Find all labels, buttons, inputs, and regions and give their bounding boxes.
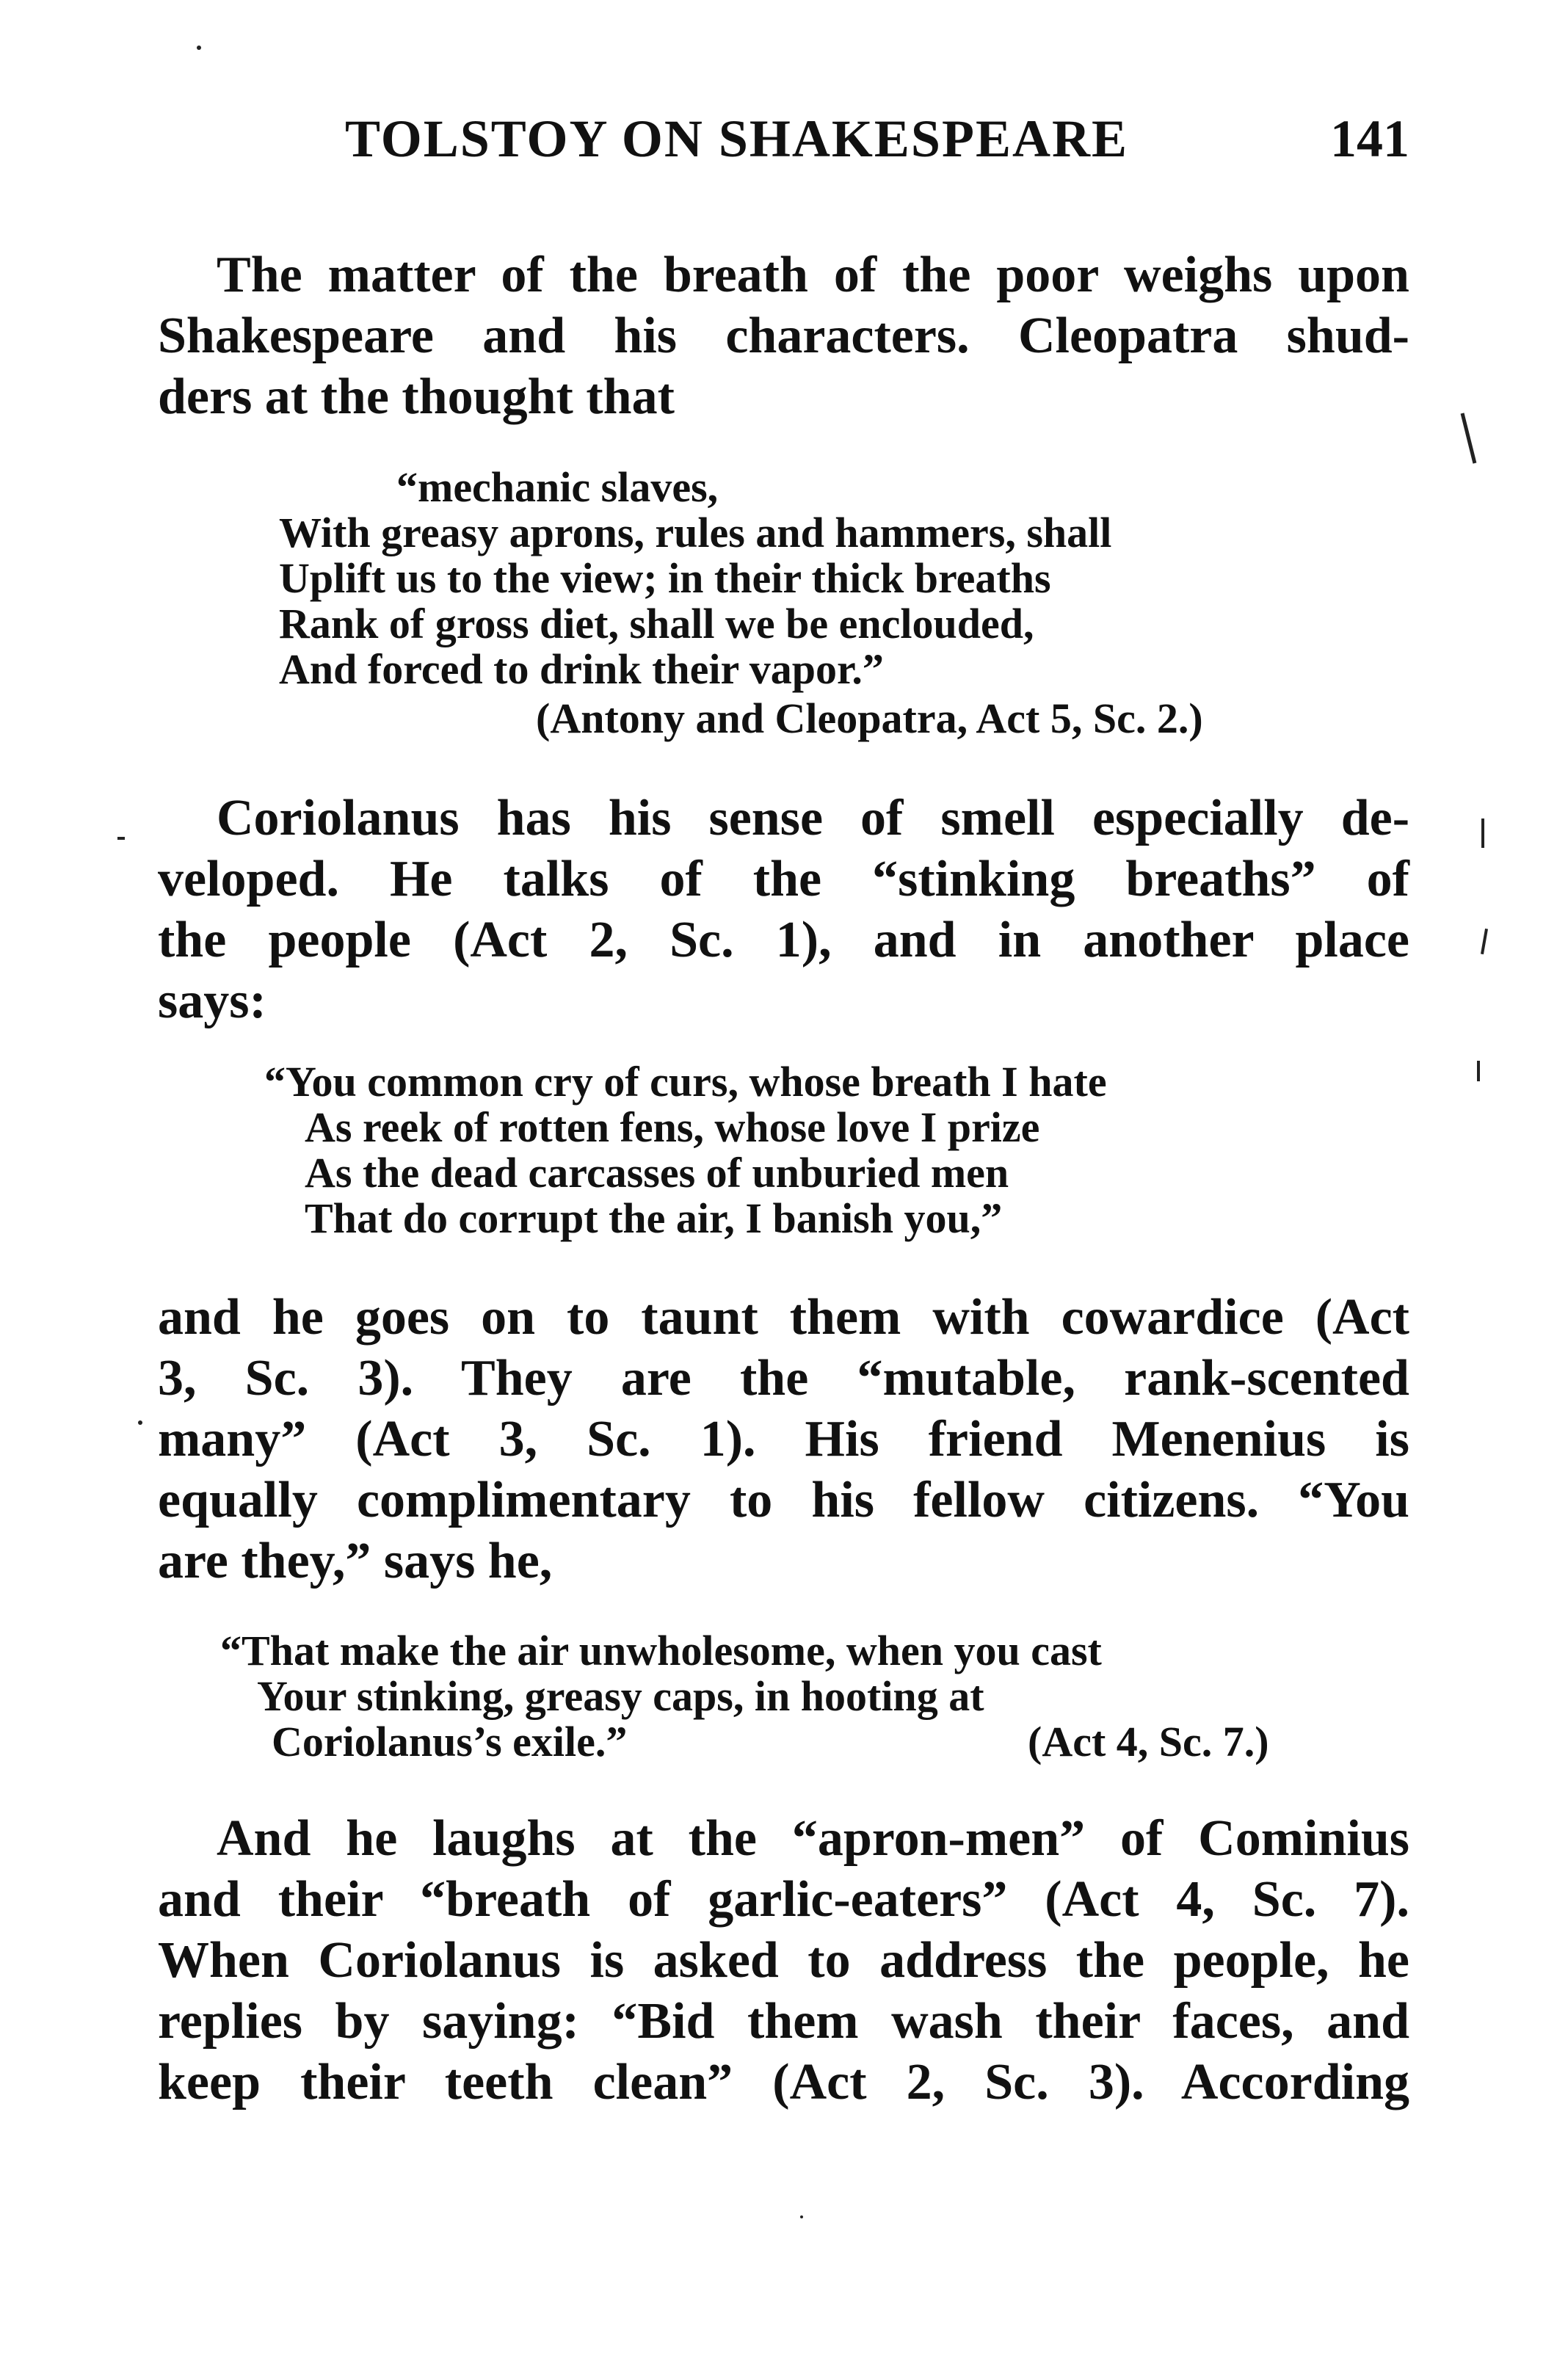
paragraph-3-line: equally complimentary to his fellow citizens. “You — [158, 1472, 1409, 1528]
paragraph-3-line: many” (Act 3, Sc. 1). His friend Menenius is — [158, 1411, 1409, 1467]
paragraph-2-line: veloped. He talks of the “stinking breaths” of — [158, 851, 1409, 907]
paragraph-3-line: and he goes on to taunt them with cowardice (Act — [158, 1289, 1409, 1346]
scan-speck — [138, 1420, 142, 1425]
paragraph-4-line: keep their teeth clean” (Act 2, Sc. 3). According — [158, 2054, 1409, 2110]
margin-mark — [1481, 818, 1484, 848]
paragraph-4-line: When Coriolanus is asked to address the people, he — [158, 1932, 1409, 1989]
verse-line: That do corrupt the air, I banish you,” — [305, 1194, 1003, 1242]
margin-mark — [1477, 1061, 1480, 1081]
page-number: 141 — [1330, 109, 1409, 168]
paragraph-1-line: ders at the thought that — [158, 369, 675, 425]
verse-line: “That make the air unwholesome, when you cast — [220, 1627, 1102, 1674]
paragraph-2-line: Coriolanus has his sense of smell especially de- — [217, 790, 1409, 846]
verse-line: With greasy aprons, rules and hammers, shall — [279, 509, 1112, 556]
paragraph-2-line: the people (Act 2, Sc. 1), and in another place — [158, 912, 1409, 968]
scan-speck — [800, 2215, 803, 2218]
running-title: TOLSTOY ON SHAKESPEARE — [345, 109, 1128, 168]
verse-line: Rank of gross diet, shall we be enclouded, — [279, 600, 1034, 647]
paragraph-1-line: Shakespeare and his characters. Cleopatra shud- — [158, 308, 1409, 364]
verse-line: As the dead carcasses of unburied men — [305, 1149, 1009, 1197]
paragraph-3-line: are they,” says he, — [158, 1533, 553, 1589]
paragraph-1-line: The matter of the breath of the poor weighs upon — [217, 247, 1409, 303]
paragraph-4-line: And he laughs at the “apron-men” of Cominius — [217, 1810, 1409, 1867]
margin-mark — [1481, 929, 1488, 954]
verse-line: Coriolanus’s exile.” — [272, 1718, 628, 1765]
citation: (Antony and Cleopatra, Act 5, Sc. 2.) — [536, 694, 1203, 742]
paragraph-3-line: 3, Sc. 3). They are the “mutable, rank-scented — [158, 1350, 1409, 1406]
verse-line: And forced to drink their vapor.” — [279, 645, 884, 693]
paragraph-4-line: replies by saying: “Bid them wash their faces, and — [158, 1993, 1409, 2050]
verse-line: “mechanic slaves, — [396, 463, 719, 511]
verse-line: “You common cry of curs, whose breath I hate — [264, 1058, 1107, 1106]
scan-speck — [197, 46, 201, 50]
margin-mark — [117, 837, 125, 840]
verse-line: Uplift us to the view; in their thick breaths — [279, 554, 1051, 602]
page-header — [345, 109, 1409, 175]
verse-line: As reek of rotten fens, whose love I prize — [305, 1103, 1040, 1151]
margin-mark — [1461, 413, 1477, 463]
verse-line: Your stinking, greasy caps, in hooting at — [257, 1672, 984, 1720]
paragraph-2-line: says: — [158, 973, 266, 1029]
paragraph-4-line: and their “breath of garlic-eaters” (Act 4, Sc. 7). — [158, 1871, 1409, 1928]
citation: (Act 4, Sc. 7.) — [1028, 1718, 1269, 1765]
